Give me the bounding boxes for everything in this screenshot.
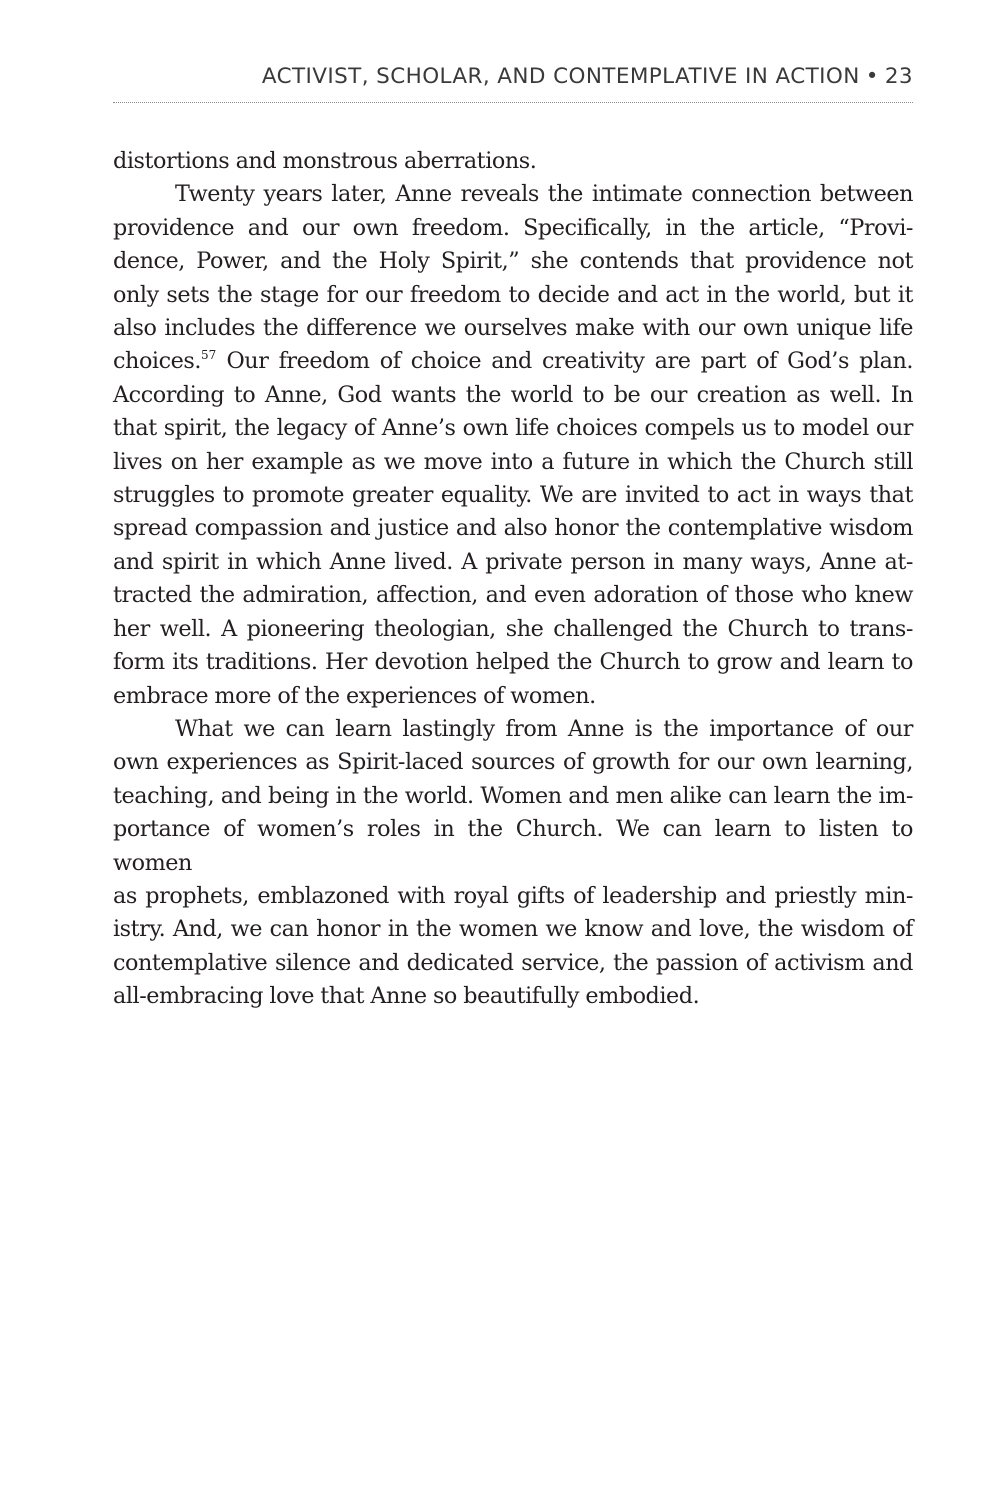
text-line-with-footnote (113, 345, 913, 378)
text-line: that spirit, the legacy of Anne’s own life choices compels us to model our (113, 415, 913, 442)
text-fragment: choices. (113, 348, 202, 375)
text-line: embrace more of the experiences of women. (113, 682, 596, 709)
paragraph-1 (113, 145, 913, 178)
paragraph-3 (113, 713, 913, 1014)
text-line: and spirit in which Anne lived. A private person in many ways, Anne at- (113, 548, 913, 575)
text-line: lives on her example as we move into a future in which the Church still (113, 448, 913, 475)
text-line: portance of women’s roles in the Church. We can learn to listen to women (113, 816, 913, 876)
text-line: struggles to promote greater equality. We are invited to act in ways that (113, 482, 913, 509)
body-text (113, 145, 913, 1014)
text-line: teaching, and being in the world. Women and men alike can learn the im- (113, 782, 913, 809)
text-line: tracted the admiration, affection, and even adoration of those who knew (113, 582, 913, 609)
text-line: spread compassion and justice and also honor the contemplative wisdom (113, 515, 913, 542)
text-line: dence, Power, and the Holy Spirit,” she contends that providence not (113, 248, 913, 275)
paragraph-2 (113, 178, 913, 713)
running-title: ACTIVIST, SCHOLAR, AND CONTEMPLATIVE IN ACTION (261, 64, 860, 89)
text-line: also includes the difference we ourselves make with our own unique life (113, 315, 913, 342)
text-line: distortions and monstrous aberrations. (113, 148, 537, 174)
running-header (113, 62, 913, 103)
text-fragment: Our freedom of choice and creativity are part of God’s plan. (216, 348, 913, 375)
text-line: all-embracing love that Anne so beautifully embodied. (113, 983, 700, 1010)
footnote-marker: 57 (201, 348, 217, 363)
page-number: 23 (884, 64, 913, 89)
text-line: form its traditions. Her devotion helped the Church to grow and learn to (113, 649, 913, 676)
text-line: Twenty years later, Anne reveals the intimate connection between (175, 181, 913, 208)
text-line: own experiences as Spirit-laced sources of growth for our own learning, (113, 749, 913, 776)
header-separator: • (865, 64, 879, 89)
text-line: istry. And, we can honor in the women we know and love, the wisdom of (113, 916, 913, 943)
text-line: contemplative silence and dedicated service, the passion of activism and (113, 949, 913, 976)
text-line: her well. A pioneering theologian, she challenged the Church to trans- (113, 615, 913, 642)
text-line: as prophets, emblazoned with royal gifts of leadership and priestly min- (113, 882, 913, 909)
text-line: providence and our own freedom. Specifically, in the article, “Provi- (113, 214, 913, 241)
running-head (262, 64, 913, 89)
text-line: What we can learn lastingly from Anne is the importance of our (175, 715, 913, 742)
text-line: According to Anne, God wants the world to be our creation as well. In (113, 381, 913, 408)
text-line: only sets the stage for our freedom to decide and act in the world, but it (113, 281, 913, 308)
